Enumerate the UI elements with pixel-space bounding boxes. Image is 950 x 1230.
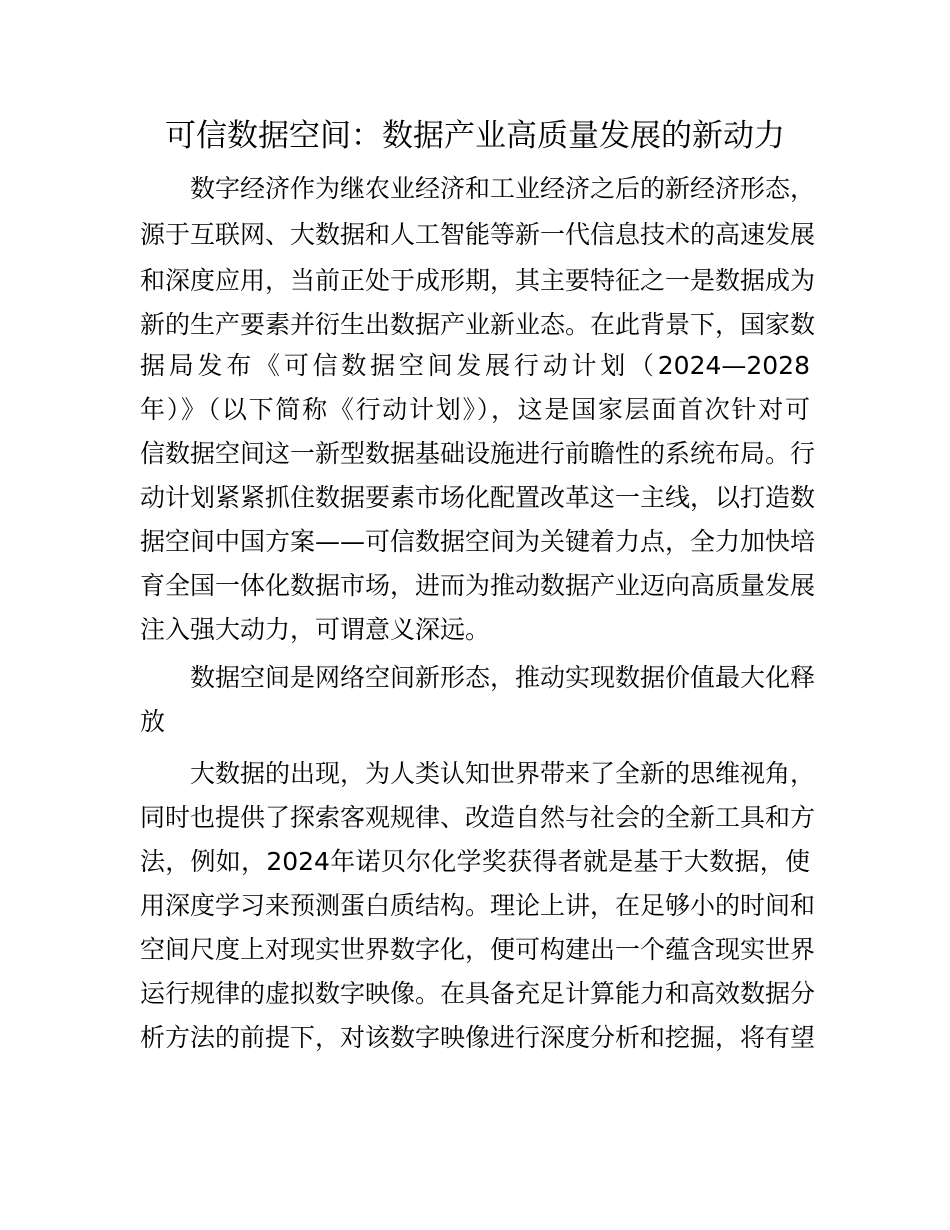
text-line: 数据空间是网络空间新形态，推动实现数据价值最大化释 — [190, 663, 816, 692]
text-line: 育全国一体化数据市场，进而为推动数据产业迈向高质量发展 — [140, 571, 816, 600]
text-line: 大数据的出现，为人类认知世界带来了全新的思维视角， — [190, 759, 816, 788]
text-line: 运行规律的虚拟数字映像。在具备充足计算能力和高效数据分 — [140, 979, 816, 1008]
text-line: 同时也提供了探索客观规律、改造自然与社会的全新工具和方 — [140, 803, 816, 832]
text-line: 数字经济作为继农业经济和工业经济之后的新经济形态， — [190, 174, 816, 203]
text-line: 放 — [140, 707, 166, 736]
document-title: 可信数据空间：数据产业高质量发展的新动力 — [165, 118, 785, 154]
text-line: 源于互联网、大数据和人工智能等新一代信息技术的高速发展 — [140, 220, 816, 249]
text-line: 法，例如，2024年诺贝尔化学奖获得者就是基于大数据，使 — [140, 847, 810, 876]
text-line: 据空间中国方案——可信数据空间为关键着力点，全力加快培 — [140, 527, 816, 556]
text-line: 动计划紧紧抓住数据要素市场化配置改革这一主线，以打造数 — [140, 483, 816, 512]
text-line: 用深度学习来预测蛋白质结构。理论上讲，在足够小的时间和 — [140, 891, 816, 920]
text-line: 析方法的前提下，对该数字映像进行深度分析和挖掘，将有望 — [140, 1023, 816, 1052]
text-line: 据局发布《可信数据空间发展行动计划（2024—2028 — [140, 351, 810, 380]
text-line: 和深度应用，当前正处于成形期，其主要特征之一是数据成为 — [140, 266, 816, 295]
text-line: 空间尺度上对现实世界数字化，便可构建出一个蕴含现实世界 — [140, 935, 816, 964]
text-line: 新的生产要素并衍生出数据产业新业态。在此背景下，国家数 — [140, 310, 816, 339]
text-line: 注入强大动力，可谓意义深远。 — [140, 615, 491, 644]
text-line: 年）》（以下简称《行动计划》），这是国家层面首次针对可 — [140, 395, 810, 424]
text-line: 信数据空间这一新型数据基础设施进行前瞻性的系统布局。行 — [140, 439, 816, 468]
